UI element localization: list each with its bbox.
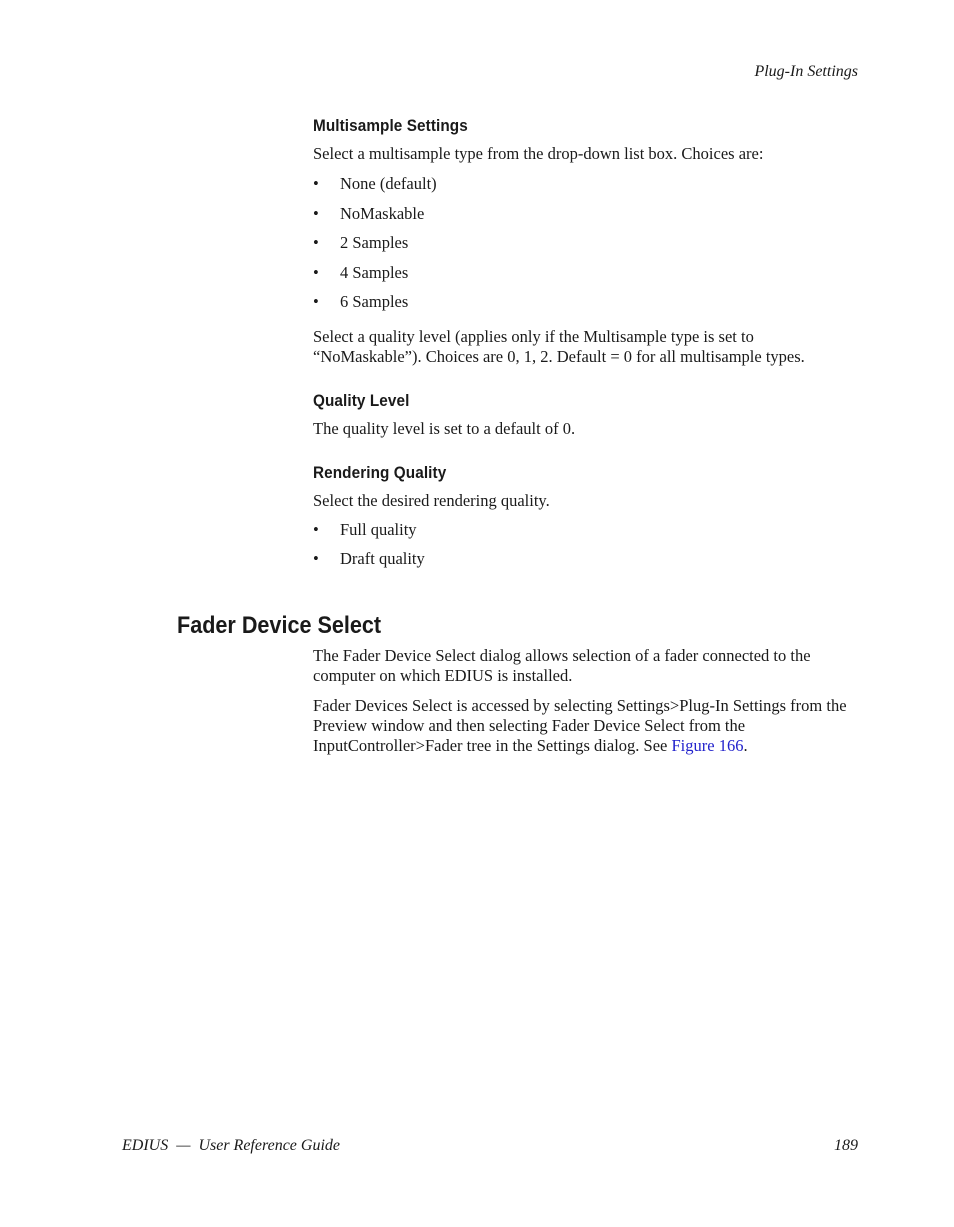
footer-guide-title: EDIUS — User Reference Guide: [122, 1137, 341, 1154]
bullet-icon: •: [313, 262, 319, 282]
multisample-choices-list: [313, 174, 863, 312]
list-item: • Full quality: [313, 519, 417, 539]
fader-section-content: [313, 646, 863, 756]
bullet-icon: •: [313, 292, 319, 311]
figure-166-link[interactable]: Figure 166: [671, 736, 744, 755]
page-number: 189: [834, 1137, 858, 1154]
fader-para-1: The Fader Device Select dialog allows selection of a fader connected to the computer on which EDIUS is installed.: [313, 646, 811, 685]
settings-content: [313, 116, 863, 579]
list-item: • 2 Samples: [313, 233, 409, 252]
list-item: • 6 Samples: [313, 292, 409, 311]
multisample-heading: Multisample Settings: [313, 116, 468, 135]
list-item: • NoMaskable: [313, 203, 425, 223]
quality-note: Select a quality level (applies only if the Multisample type is set to “NoMaskable”). Choices are 0, 1, 2. Default = 0 for all multisample types.: [313, 326, 805, 366]
running-header: Plug-In Settings: [754, 63, 858, 80]
list-item: • 4 Samples: [313, 262, 409, 282]
bullet-icon: •: [313, 203, 319, 223]
bullet-icon: •: [313, 549, 319, 568]
bullet-icon: •: [313, 519, 319, 539]
rendering-quality-intro: Select the desired rendering quality.: [313, 490, 550, 510]
list-item: • Draft quality: [313, 549, 425, 568]
fader-para-2: Fader Devices Select is accessed by selecting Settings>Plug-In Settings from the Preview window and then selecting Fader Device Select from the InputController>Fader tree in the Settings dialog. See Figure 166.: [313, 696, 847, 755]
list-item: • None (default): [313, 174, 437, 193]
fader-section-heading: Fader Device Select: [177, 612, 382, 639]
rendering-quality-list: [313, 520, 863, 570]
multisample-intro: Select a multisample type from the drop-down list box. Choices are:: [313, 144, 764, 163]
quality-level-heading: Quality Level: [313, 390, 410, 410]
rendering-quality-heading: Rendering Quality: [313, 462, 447, 482]
bullet-icon: •: [313, 174, 319, 193]
quality-level-text: The quality level is set to a default of 0.: [313, 418, 576, 438]
bullet-icon: •: [313, 233, 319, 252]
